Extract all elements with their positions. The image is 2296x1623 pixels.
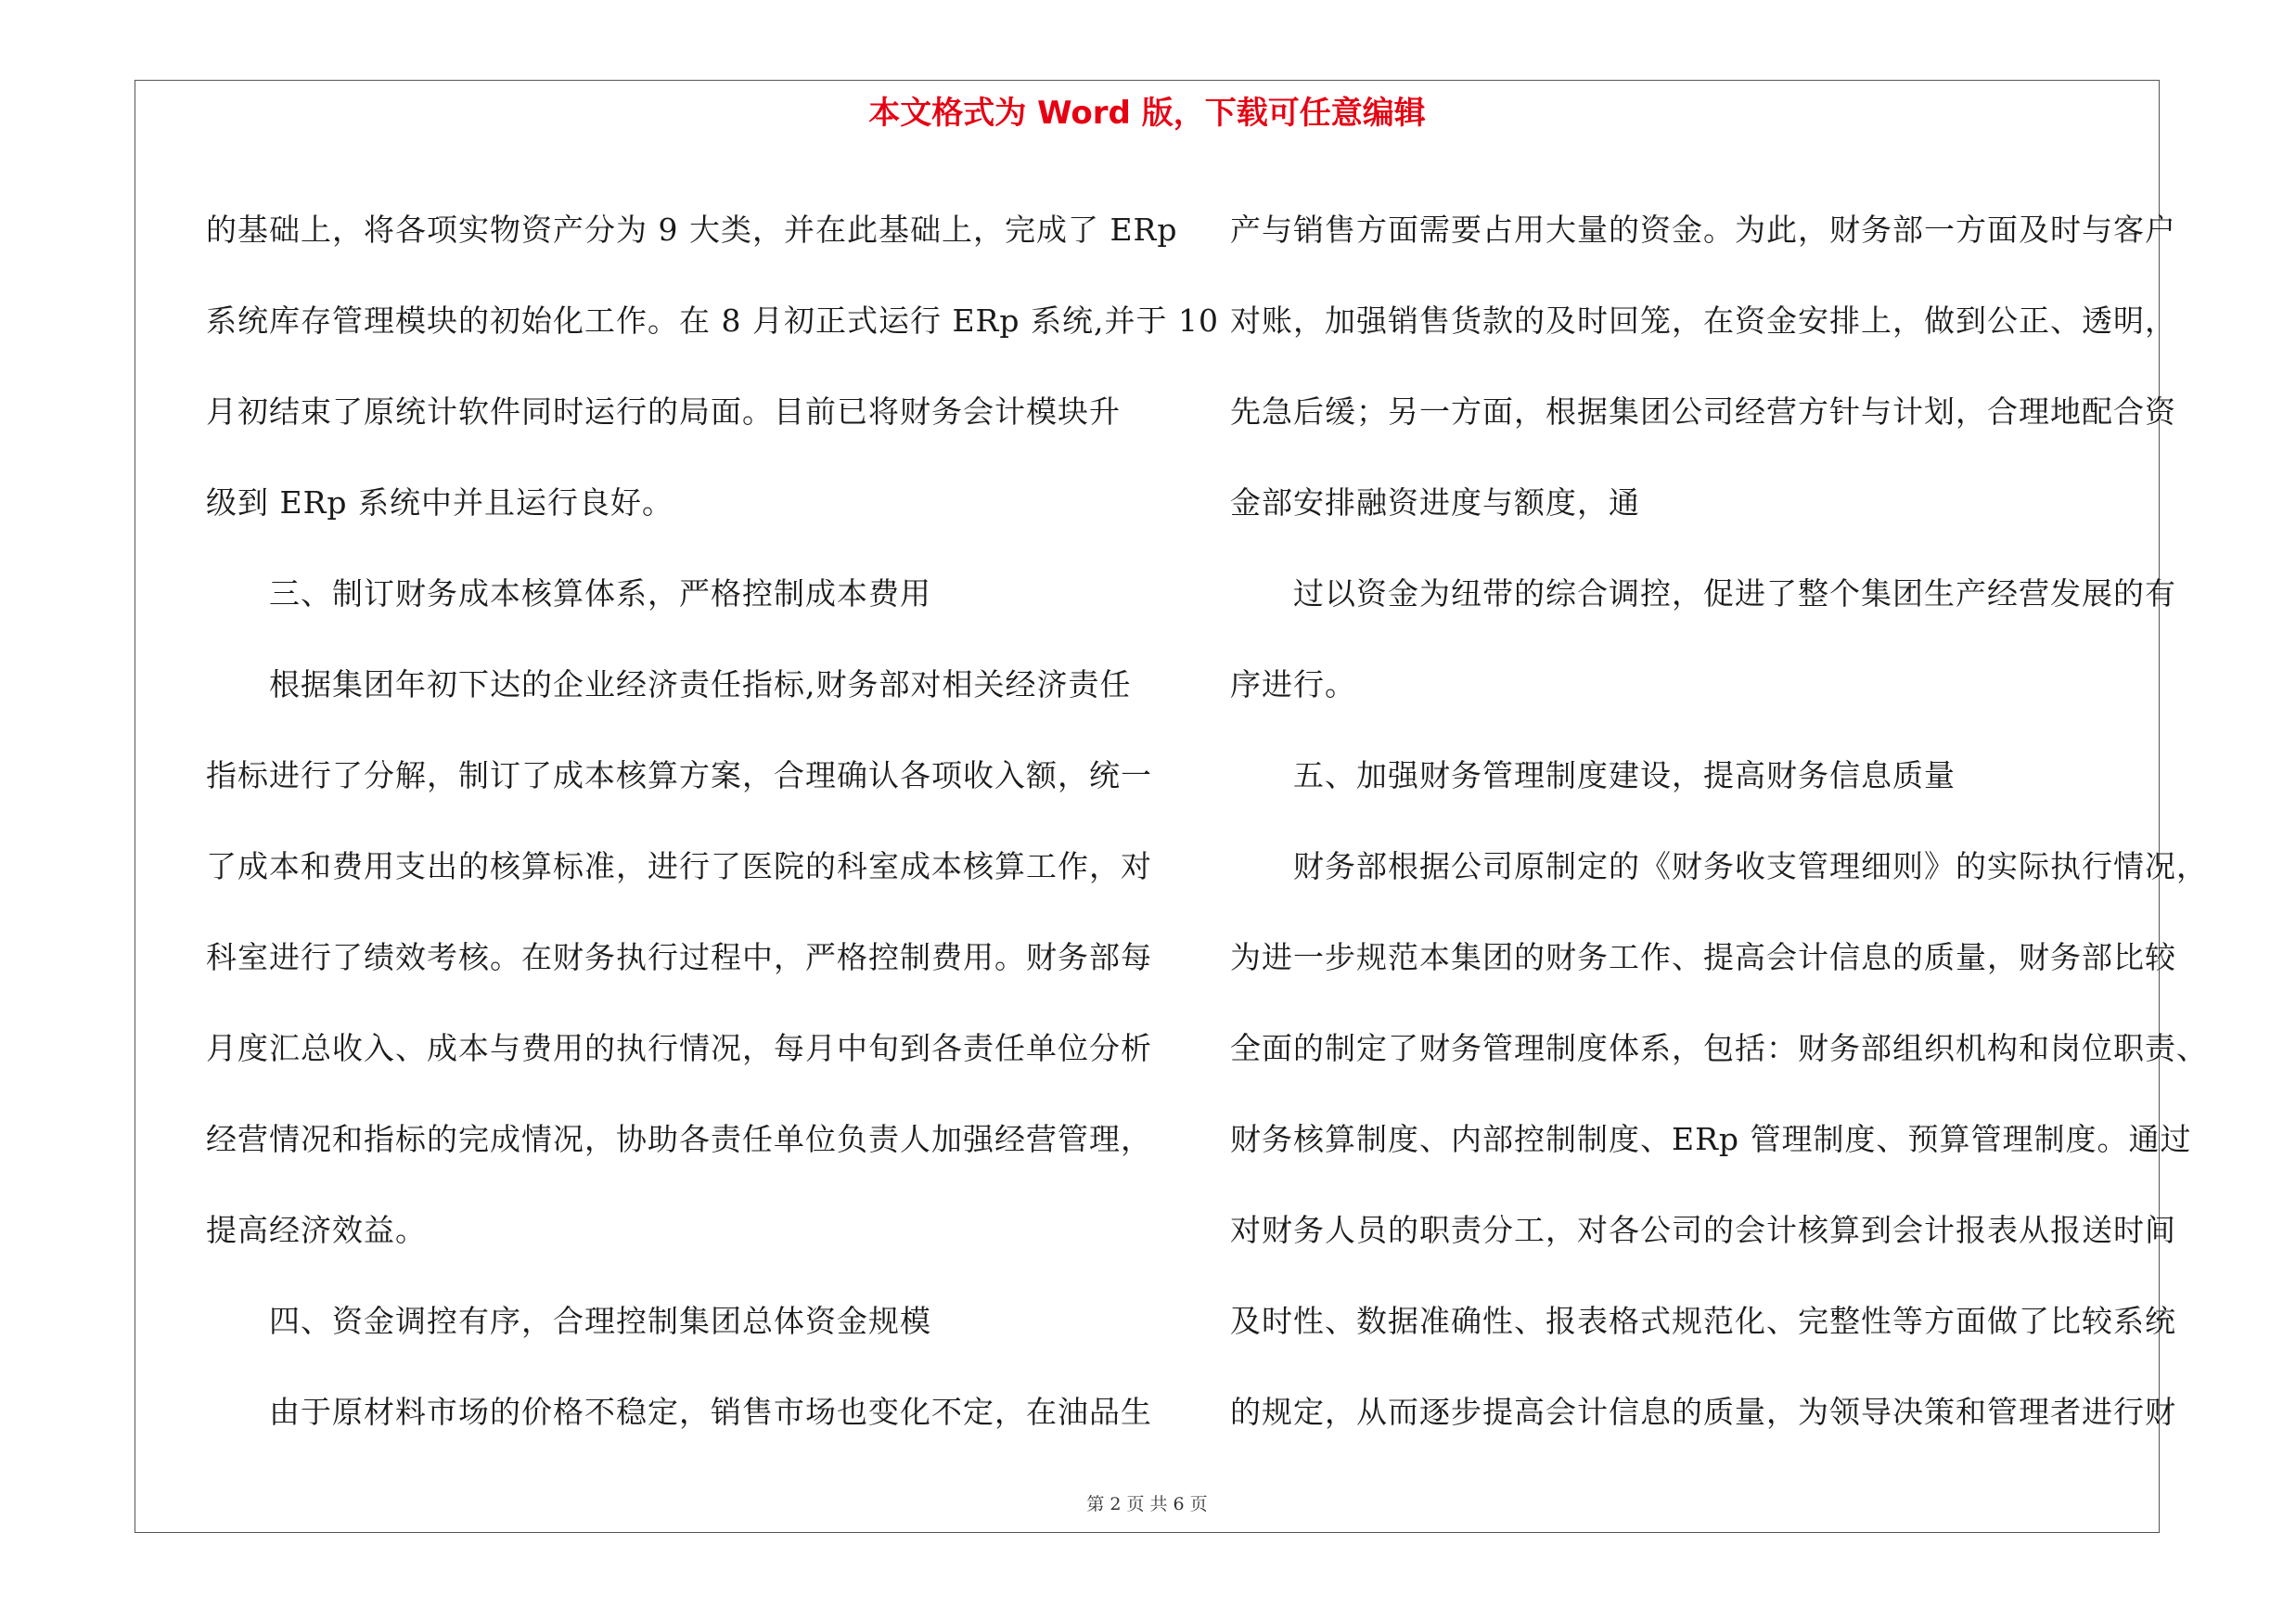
text-line: 及时性、数据准确性、报表格式规范化、完整性等方面做了比较系统 bbox=[1230, 1303, 2176, 1339]
text-line: 月度汇总收入、成本与费用的执行情况，每月中旬到各责任单位分析 bbox=[206, 1030, 1152, 1066]
text-line: 级到 ERp 系统中并且运行良好。 bbox=[206, 484, 674, 521]
text-line: 科室进行了绩效考核。在财务执行过程中，严格控制费用。财务部每 bbox=[206, 939, 1152, 975]
text-line: 对账，加强销售货款的及时回笼，在资金安排上，做到公正、透明， bbox=[1230, 303, 2176, 339]
text-line: 系统库存管理模块的初始化工作。在 8 月初正式运行 ERp 系统,并于 10 bbox=[206, 303, 1219, 339]
text-line: 了成本和费用支出的核算标准，进行了医院的科室成本核算工作，对 bbox=[206, 848, 1152, 884]
text-line: 的基础上，将各项实物资产分为 9 大类，并在此基础上，完成了 ERp bbox=[206, 212, 1178, 248]
page-footer: 第 2 页 共 6 页 bbox=[1086, 1494, 1208, 1514]
text-line: 先急后缓；另一方面，根据集团公司经营方针与计划，合理地配合资 bbox=[1230, 393, 2176, 430]
text-line: 五、加强财务管理制度建设，提高财务信息质量 bbox=[1293, 757, 1956, 793]
text-line: 财务核算制度、内部控制制度、ERp 管理制度、预算管理制度。通过 bbox=[1230, 1121, 2192, 1157]
text-line: 产与销售方面需要占用大量的资金。为此，财务部一方面及时与客户 bbox=[1230, 212, 2176, 248]
text-line: 由于原材料市场的价格不稳定，销售市场也变化不定，在油品生 bbox=[269, 1394, 1152, 1430]
text-line: 序进行。 bbox=[1230, 666, 1356, 702]
page-frame bbox=[135, 80, 2208, 1533]
text-line: 四、资金调控有序，合理控制集团总体资金规模 bbox=[269, 1303, 931, 1339]
text-line: 三、制订财务成本核算体系，严格控制成本费用 bbox=[269, 575, 931, 612]
header-banner: 本文格式为 Word 版，下载可任意编辑 bbox=[868, 95, 1426, 132]
text-line: 过以资金为纽带的综合调控，促进了整个集团生产经营发展的有 bbox=[1293, 575, 2176, 612]
right-column bbox=[1230, 185, 2208, 1458]
text-line: 月初结束了原统计软件同时运行的局面。目前已将财务会计模块升 bbox=[206, 393, 1121, 430]
text-line: 经营情况和指标的完成情况，协助各责任单位负责人加强经营管理， bbox=[206, 1121, 1152, 1157]
text-line: 提高经济效益。 bbox=[206, 1212, 427, 1248]
text-line: 金部安排融资进度与额度，通 bbox=[1230, 484, 1640, 521]
text-line: 根据集团年初下达的企业经济责任指标,财务部对相关经济责任 bbox=[269, 666, 1132, 702]
text-line: 全面的制定了财务管理制度体系，包括：财务部组织机构和岗位职责、 bbox=[1230, 1030, 2208, 1066]
text-line: 指标进行了分解，制订了成本核算方案，合理确认各项收入额，统一 bbox=[206, 757, 1152, 793]
text-line: 为进一步规范本集团的财务工作、提高会计信息的质量，财务部比较 bbox=[1230, 939, 2176, 975]
text-line: 对财务人员的职责分工，对各公司的会计核算到会计报表从报送时间 bbox=[1230, 1212, 2176, 1248]
text-line: 财务部根据公司原制定的《财务收支管理细则》的实际执行情况， bbox=[1293, 848, 2208, 884]
text-line: 的规定，从而逐步提高会计信息的质量，为领导决策和管理者进行财 bbox=[1230, 1394, 2176, 1430]
left-column bbox=[206, 185, 1219, 1458]
